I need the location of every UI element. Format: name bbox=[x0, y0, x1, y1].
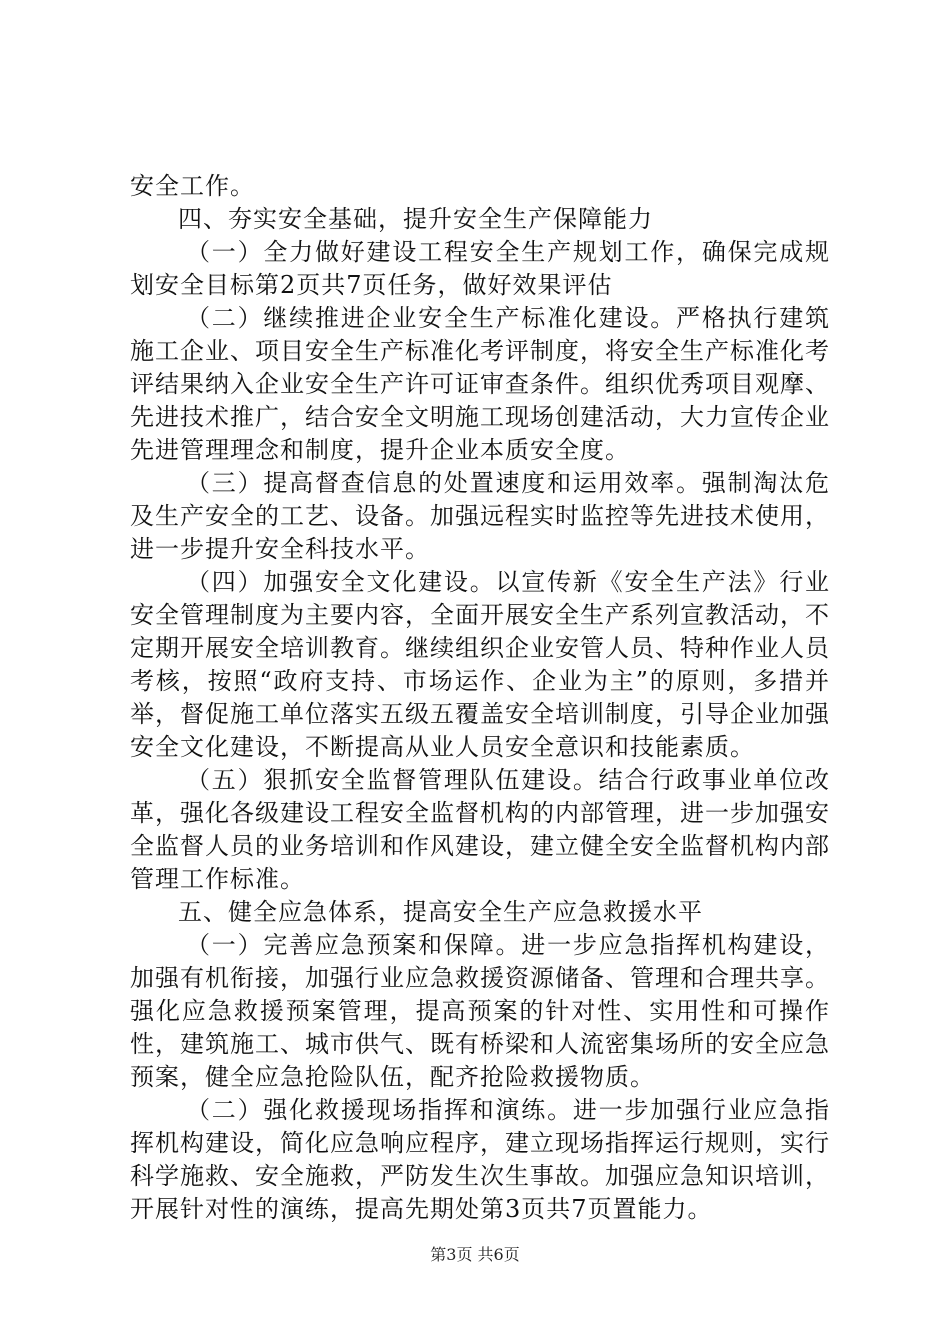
page-footer: 第3页 共6页 bbox=[430, 1245, 520, 1264]
paragraph-4-3: （三）提高督查信息的处置速度和运用效率。强制淘汰危及生产安全的工艺、设备。加强远程实时监控等先进技术使用，进一步提升安全科技水平。 bbox=[130, 469, 830, 563]
document-body bbox=[130, 170, 830, 1226]
paragraph-4-1: （一）全力做好建设工程安全生产规划工作，确保完成规划安全目标第2页共7页任务，做好效果评估 bbox=[130, 238, 830, 299]
paragraph-5-2: （二）强化救援现场指挥和演练。进一步加强行业应急指挥机构建设，简化应急响应程序，建立现场指挥运行规则，实行科学施救、安全施救，严防发生次生事故。加强应急知识培训，开展针对性的演练，提高先期处第3页共7页置能力。 bbox=[130, 1096, 830, 1223]
paragraph-4-2: （二）继续推进企业安全生产标准化建设。严格执行建筑施工企业、项目安全生产标准化考评制度，将安全生产标准化考评结果纳入企业安全生产许可证审查条件。组织优秀项目观摩、先进技术推广，结合安全文明施工现场创建活动，大力宣传企业先进管理理念和制度，提升企业本质安全度。 bbox=[130, 304, 830, 464]
paragraph-4-4: （四）加强安全文化建设。以宣传新《安全生产法》行业安全管理制度为主要内容，全面开展安全生产系列宣教活动，不定期开展安全培训教育。继续组织企业安管人员、特种作业人员考核，按照“政府支持、市场运作、企业为主”的原则，多措并举，督促施工单位落实五级五覆盖安全培训制度，引导企业加强安全文化建设，不断提高从业人员安全意识和技能素质。 bbox=[130, 568, 830, 761]
paragraph-5-1: （一）完善应急预案和保障。进一步应急指挥机构建设，加强有机衔接，加强行业应急救援资源储备、管理和合理共享。强化应急救援预案管理，提高预案的针对性、实用性和可操作性，建筑施工、城市供气、既有桥梁和人流密集场所的安全应急预案，健全应急抢险队伍，配齐抢险救援物质。 bbox=[130, 931, 830, 1091]
paragraph-4-5: （五）狠抓安全监督管理队伍建设。结合行政事业单位改革，强化各级建设工程安全监督机构的内部管理，进一步加强安全监督人员的业务培训和作风建设，建立健全安全监督机构内部管理工作标准。 bbox=[130, 766, 830, 893]
paragraph-continuation: 安全工作。 bbox=[130, 172, 255, 200]
section-heading-4: 四、夯实安全基础，提升安全生产保障能力 bbox=[178, 205, 653, 233]
section-heading-5: 五、健全应急体系，提高安全生产应急救援水平 bbox=[178, 898, 703, 926]
